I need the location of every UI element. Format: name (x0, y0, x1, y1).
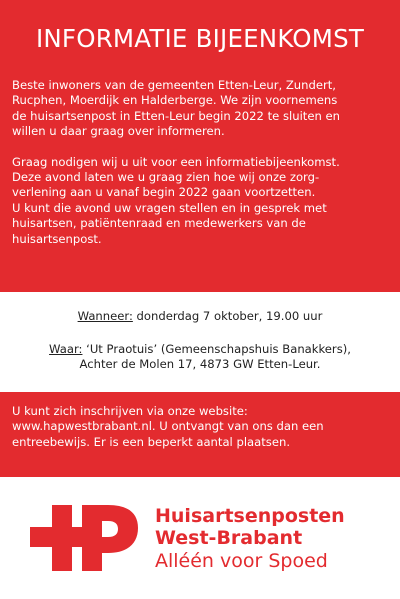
signup-panel (0, 392, 400, 477)
event-details (0, 292, 400, 392)
intro-paragraph (12, 78, 388, 140)
where-label: Waar: (49, 342, 83, 356)
when-value: donderdag 7 oktober, 19.00 uur (132, 309, 323, 323)
invite-paragraph (12, 155, 388, 247)
brand-name (155, 505, 345, 573)
signup-paragraph (12, 404, 388, 450)
invite-line: Graag nodigen wij u uit voor een informatiebijeenkomst. (12, 154, 340, 169)
intro-line: willen u daar graag over informeren. (12, 124, 225, 139)
intro-line: Rucphen, Moerdijk en Halderberge. We zijn voornemens (12, 93, 338, 108)
event-where (0, 342, 400, 373)
signup-line: U kunt zich inschrijven via onze website: (12, 404, 248, 418)
signup-line: www.hapwestbrabant.nl. U ontvangt van ons dan een (12, 419, 324, 434)
intro-line: Beste inwoners van de gemeenten Etten-Leur, Zundert, (12, 78, 336, 92)
brand-tagline: Alléén voor Spoed (155, 550, 328, 572)
brand-line-1: Huisartsenposten (155, 505, 345, 527)
page-title: INFORMATIE BIJEENKOMST (35, 24, 365, 53)
brand-line-2: West-Brabant (155, 527, 303, 549)
brand-footer (0, 477, 400, 599)
where-address: Achter de Molen 17, 4873 GW Etten-Leur. (79, 357, 321, 372)
where-value: ‘Ut Praotuis’ (Gemeenschapshuis Banakkers), (82, 342, 351, 356)
hp-logo-icon (30, 497, 142, 579)
invite-line: huisartsen, patiëntenraad en medewerkers van de (12, 216, 306, 231)
signup-line: entreebewijs. Er is een beperkt aantal plaatsen. (12, 434, 291, 449)
intro-line: de huisartsenpost in Etten-Leur begin 2022 te sluiten en (12, 108, 341, 123)
invite-line: Deze avond laten we u graag zien hoe wij onze zorg- (12, 170, 320, 185)
invite-line: U kunt die avond uw vragen stellen en in gesprek met (12, 200, 327, 215)
invite-line: verlening aan u vanaf begin 2022 gaan voortzetten. (12, 185, 316, 200)
intro-panel (0, 0, 400, 292)
event-when (0, 309, 400, 324)
invite-line: huisartsenpost. (12, 231, 102, 246)
when-label: Wanneer: (77, 309, 133, 323)
